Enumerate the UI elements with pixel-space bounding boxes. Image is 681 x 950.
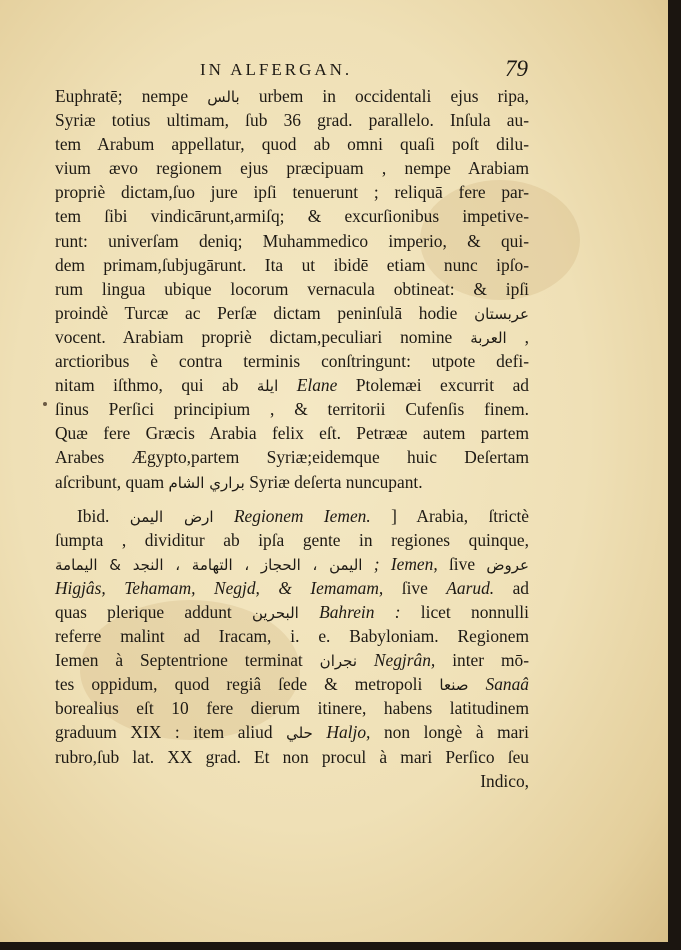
line-text: Ptolemæi excurrit ad	[355, 375, 529, 396]
italic-term: Aarud.	[446, 577, 495, 598]
line-text: non longè à mari	[383, 722, 529, 743]
text-line	[55, 132, 529, 156]
line-text: aſcribunt, quam	[55, 471, 169, 492]
running-head: IN ALFERGAN.	[200, 60, 353, 79]
italic-term: Negjrân,	[373, 650, 436, 671]
line-text: rum lingua ubique locorum vernacula obtineat: & ipſi	[55, 278, 529, 299]
italic-term: Sanaâ	[485, 674, 529, 695]
line-text: borealius eſt 10 fere dierum itinere, habens latitudinem	[55, 698, 529, 719]
line-text: Arabes Ægypto,partem Syriæ;eidemque huic Deſertam	[55, 447, 529, 468]
arabic-term: نجران	[319, 652, 357, 671]
line-text: Syriæ totius ultimam, ſub 36 grad. parallelo. Inſula au-	[55, 110, 529, 131]
text-line	[55, 528, 529, 552]
line-text: Ibid.	[77, 505, 130, 526]
text-line	[55, 552, 529, 576]
line-text: tem Arabum appellatur, quod ab omni quaſi poſt dilu-	[55, 134, 529, 155]
italic-term: Haljo,	[326, 722, 371, 743]
line-text: Quæ fere Græcis Arabia felix eſt. Petrææ autem partem	[55, 423, 529, 444]
text-line	[55, 696, 529, 720]
text-line	[55, 648, 529, 672]
line-text: ſive	[401, 577, 447, 598]
italic-term: Elane	[296, 375, 338, 396]
margin-mark	[43, 402, 47, 406]
italic-term: Bahrein :	[319, 601, 401, 622]
text-line	[55, 397, 529, 421]
line-text: runt: univerſam deniq; Muhammedico imperio, & qui-	[55, 230, 529, 251]
line-text: ſinus Perſici principium , & territorii Cufenſis finem.	[55, 399, 529, 420]
text-line	[55, 84, 529, 108]
page-header	[0, 56, 668, 86]
arabic-term: اليمن ، الحجاز ، التهامة ، النجد & اليمامة	[55, 555, 363, 574]
line-text: Euphratē; nempe	[55, 86, 208, 106]
line-text: graduum XIX : item aliud	[55, 722, 287, 743]
text-line	[55, 108, 529, 132]
text-line	[55, 445, 529, 469]
italic-term: Higjâs, Tehamam, Negjd, & Iemamam,	[55, 577, 384, 598]
text-line	[55, 470, 529, 494]
arabic-term: صنعا	[439, 676, 469, 695]
text-line	[55, 672, 529, 696]
text-line	[55, 373, 529, 397]
italic-term: ; Iemen,	[373, 553, 438, 574]
arabic-term: براري الشام	[168, 473, 245, 492]
text-line	[55, 745, 529, 769]
text-line	[55, 325, 529, 349]
text-line	[55, 301, 529, 325]
text-line	[55, 720, 529, 744]
line-text: ſumpta , dividitur ab ipſa gente in regiones quinque,	[55, 529, 529, 550]
line-text: ſive	[448, 553, 487, 574]
text-line	[55, 624, 529, 648]
text-line	[55, 600, 529, 624]
line-text: tes oppidum, quod regiâ ſede & metropoli	[55, 674, 440, 695]
line-text: ad	[512, 577, 529, 598]
arabic-term: ايلة	[256, 377, 279, 396]
text-line	[55, 180, 529, 204]
paragraph-gap	[55, 494, 529, 504]
line-text: inter mō-	[452, 650, 529, 671]
line-text: tem ſibi vindicārunt,armiſq; & excurſionibus impetive-	[55, 206, 529, 227]
arabic-term: حلي	[286, 724, 313, 743]
line-text: proindè Turcæ ac Perſæ dictam peninſulā hodie	[55, 302, 475, 323]
arabic-term: عربستان	[474, 304, 529, 323]
text-line	[55, 349, 529, 373]
text-line	[55, 229, 529, 253]
line-text: Indico,	[480, 770, 529, 791]
text-line	[55, 204, 529, 228]
arabic-term: عروض	[486, 555, 529, 574]
line-text: vocent. Arabiam propriè dictam,peculiari nomine	[55, 326, 471, 347]
arabic-term: البحرين	[251, 603, 299, 622]
line-text: Iemen à Septentrione terminat	[55, 650, 320, 671]
arabic-term: بالس	[207, 88, 240, 106]
text-line	[55, 253, 529, 277]
line-text: Syriæ deſerta nuncupant.	[249, 471, 423, 492]
line-text: ] Arabia, ſtrictè	[391, 505, 530, 526]
arabic-term: العربة	[470, 328, 507, 347]
body-text	[55, 84, 529, 793]
text-line	[55, 277, 529, 301]
text-line	[55, 769, 529, 793]
line-text: propriè dictam,ſuo jure ipſi tenuerunt ; reliquā fere par-	[55, 182, 529, 203]
line-text: vium ævo regionem ejus præcipuam , nempe Arabiam	[55, 158, 529, 179]
page-number: 79	[505, 56, 528, 81]
line-text: referre malint ad Iracam, i. e. Babyloniam. Regionem	[55, 626, 529, 647]
line-text: dem primam,ſubjugārunt. Ita ut ibidē etiam nunc ipſo-	[55, 254, 529, 275]
text-line	[55, 156, 529, 180]
italic-term: Regionem Iemen.	[233, 505, 371, 526]
line-text: rubro,ſub lat. XX grad. Et non procul à mari Perſico ſeu	[55, 746, 529, 767]
arabic-term: ارض اليمن	[129, 507, 214, 526]
line-text: licet nonnulli	[420, 601, 529, 622]
line-text: quas plerique addunt	[55, 601, 252, 622]
line-text: arctioribus è contra terminis conſtringunt: utpote defi-	[55, 351, 529, 372]
text-line	[55, 576, 529, 600]
line-text: urbem in occidentali ejus ripa,	[258, 86, 529, 106]
text-line	[55, 504, 529, 528]
text-line	[55, 421, 529, 445]
line-text: ,	[524, 326, 529, 347]
line-text: nitam iſthmo, qui ab	[55, 375, 257, 396]
